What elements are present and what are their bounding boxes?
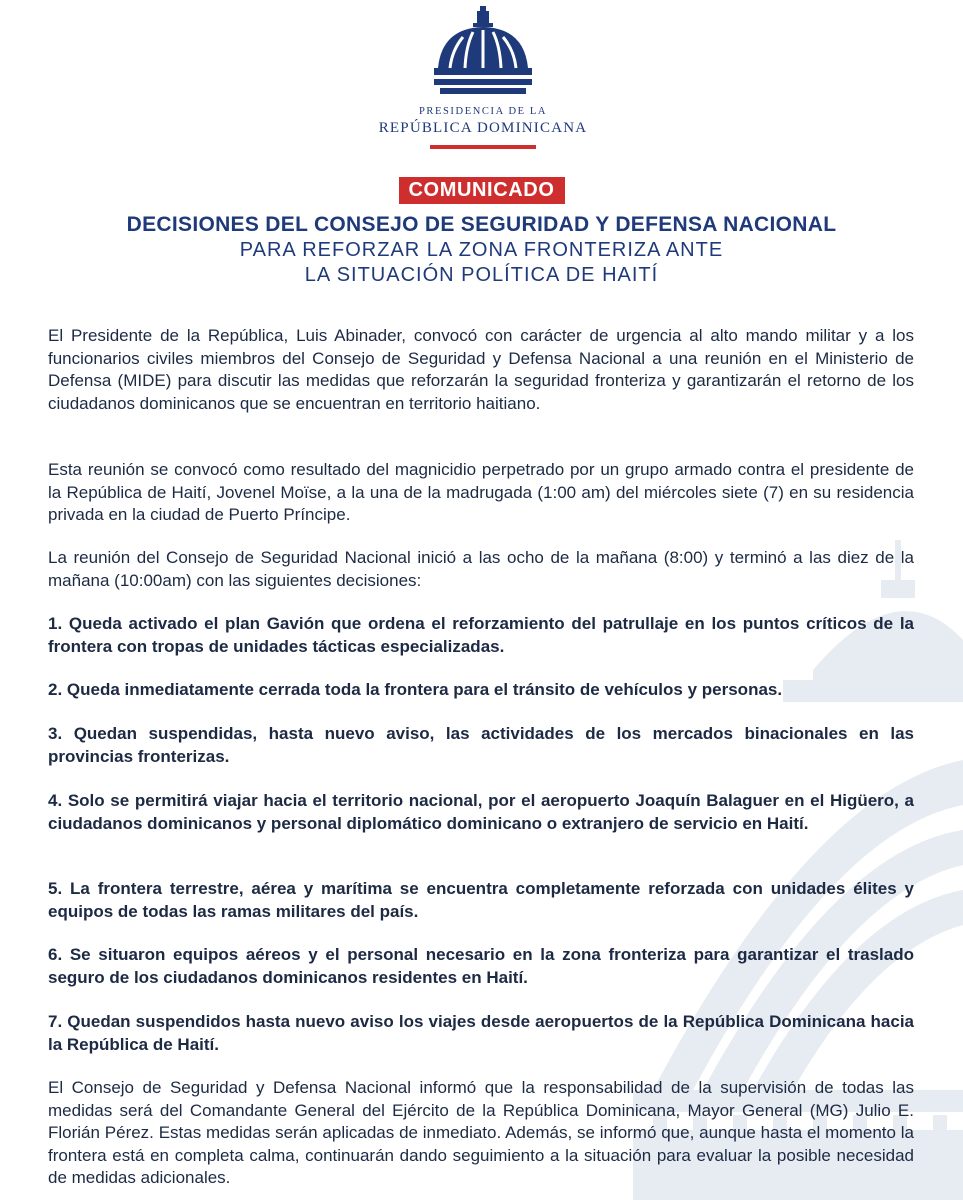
intro-paragraph-1: El Presidente de la República, Luis Abinader, convocó con carácter de urgencia al alto mando militar y a los funcionarios civiles miembros del Consejo de Seguridad y Defensa Nacional a una reunión en el Ministerio de Defensa (MIDE) para discutir las medidas que reforzarán la seguridad fronteriza y garantizarán el retorno de los ciudadanos dominicanos que se encuentran en territorio haitiano. [48,326,914,413]
decision-item-6: 6. Se situaron equipos aéreos y el personal necesario en la zona fronteriza para garantizar el traslado seguro de los ciudadanos dominicanos residentes en Haití. [48,945,914,987]
presidency-logo [378,6,588,156]
title-line-3: LA SITUACIÓN POLÍTICA DE HAITÍ [304,264,659,286]
logo-line-2: REPÚBLICA DOMINICANA [378,120,588,136]
comunicado-badge: COMUNICADO [399,177,565,204]
title-line-1: DECISIONES DEL CONSEJO DE SEGURIDAD Y DEFENSA NACIONAL [126,213,837,236]
logo-red-bar [430,145,536,149]
decision-item-1: 1. Queda activado el plan Gavión que ordena el reforzamiento del patrullaje en los puntos críticos de la frontera con tropas de unidades tácticas especializadas. [48,614,914,656]
decision-item-5: 5. La frontera terrestre, aérea y marítima se encuentra completamente reforzada con unidades élites y equipos de todas las ramas militares del país. [48,879,914,921]
closing-paragraph: El Consejo de Seguridad y Defensa Nacional informó que la responsabilidad de la supervisión de todas las medidas será del Comandante General del Ejército de la República Dominicana, Mayor General (MG) Julio E. Florián Pérez. Estas medidas serán aplicadas de inmediato. Además, se informó que, aunque hasta el momento la frontera está en completa calma, continuarán dando seguimiento a la situación para evaluar la posible necesidad de medidas adicionales. [48,1078,914,1187]
decision-item-7: 7. Quedan suspendidos hasta nuevo aviso los viajes desde aeropuertos de la República Dominicana hacia la República de Haití. [48,1012,914,1054]
intro-paragraph-3: La reunión del Consejo de Seguridad Nacional inició a las ocho de la mañana (8:00) y terminó a las diez de la mañana (10:00am) con las siguientes decisiones: [48,548,914,590]
palace-dome-icon [432,6,534,98]
decision-item-2: 2. Queda inmediatamente cerrada toda la frontera para el tránsito de vehículos y personas. [48,680,783,699]
decision-item-3: 3. Quedan suspendidas, hasta nuevo aviso, las actividades de los mercados binacionales en las provincias fronterizas. [48,724,914,766]
intro-paragraph-2: Esta reunión se convocó como resultado del magnicidio perpetrado por un grupo armado contra el presidente de la República de Haití, Jovenel Moïse, a la una de la madrugada (1:00 am) del miércoles siete (7) en su residencia privada en la ciudad de Puerto Príncipe. [48,460,914,524]
title-line-2: PARA REFORZAR LA ZONA FRONTERIZA ANTE [239,239,724,261]
logo-line-1: PRESIDENCIA DE LA [418,106,548,117]
decision-item-4: 4. Solo se permitirá viajar hacia el territorio nacional, por el aeropuerto Joaquín Balaguer en el Higüero, a ciudadanos dominicanos y personal diplomático dominicano o extranjero de servicio en Haití. [48,791,914,833]
